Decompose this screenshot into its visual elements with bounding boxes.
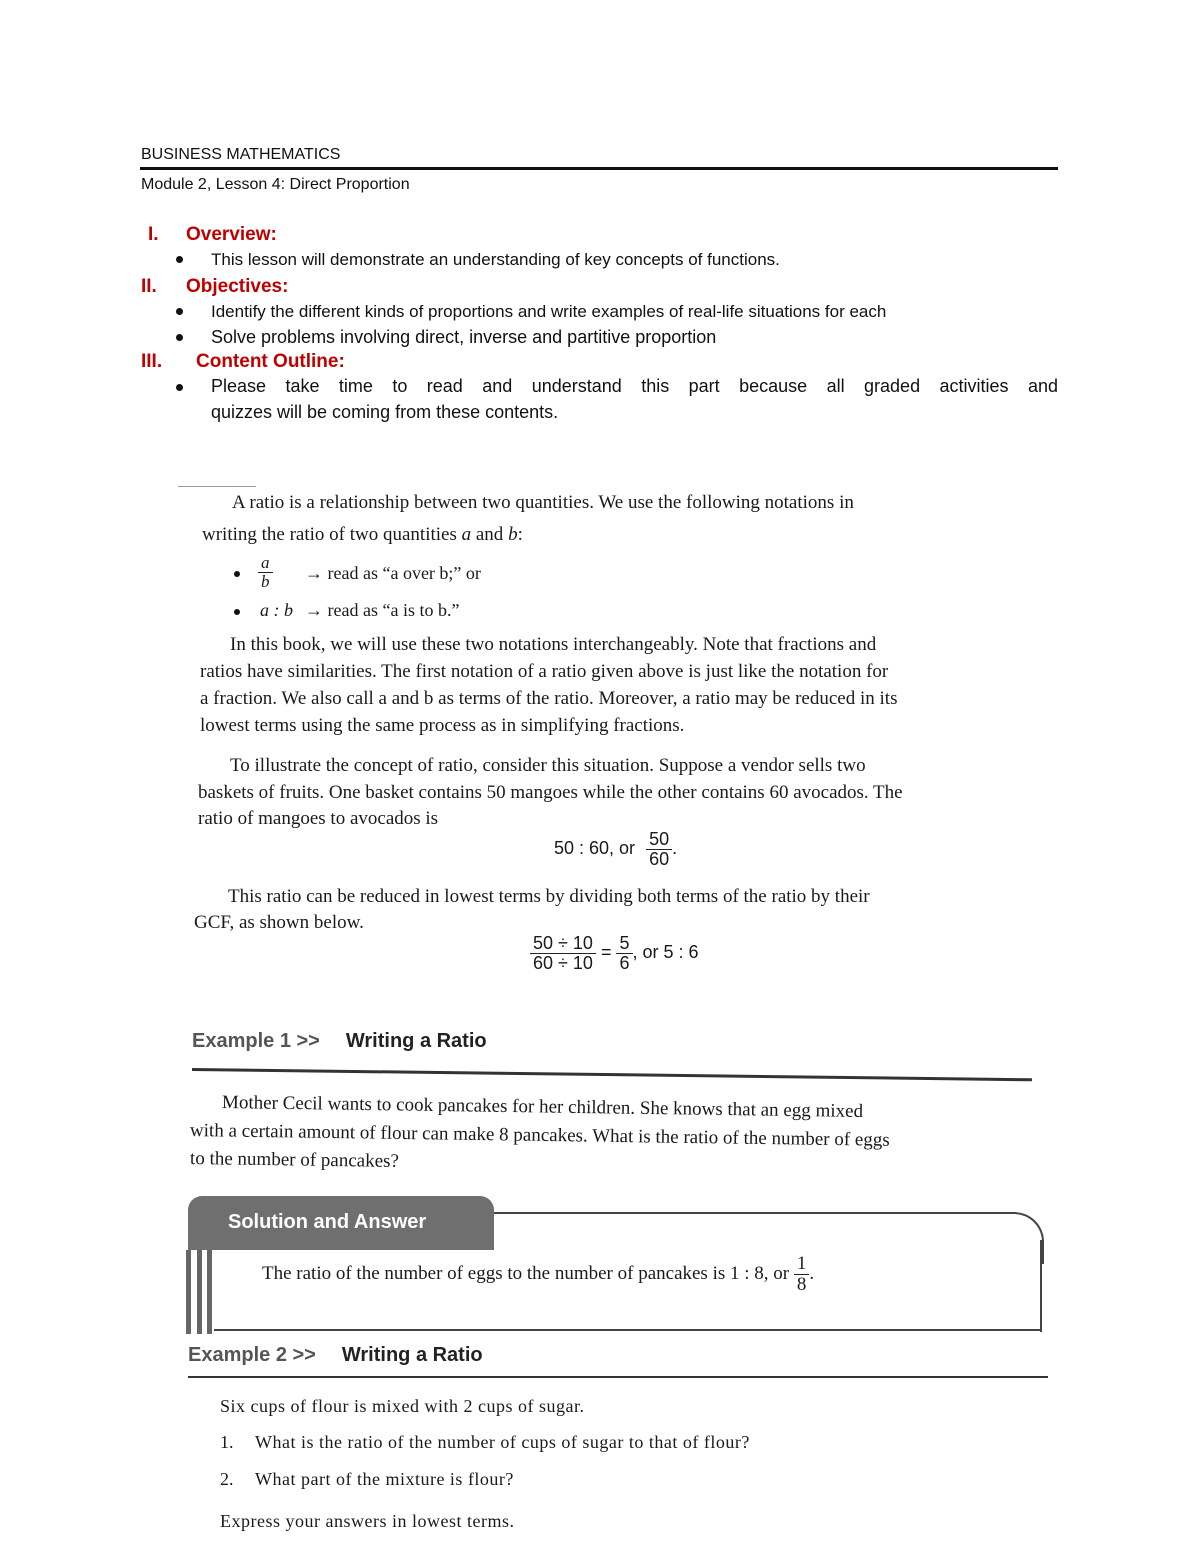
para1-line2: ratios have similarities. The first notation of a ratio given above is just like the notation for <box>200 661 889 682</box>
solution-bar-inner <box>207 1250 212 1334</box>
content-bullet: Please take time to read and understand this part because all graded activities and <box>211 376 1058 396</box>
para3-line2: GCF, as shown below. <box>194 912 364 933</box>
para1-line3: a fraction. We also call a and b as terms of the ratio. Moreover, a ratio may be reduced in its <box>200 688 898 709</box>
example1-heading <box>192 1030 487 1053</box>
example2-label: Example 2 >> <box>188 1344 316 1366</box>
solution-tab-label: Solution and Answer <box>228 1211 427 1233</box>
example2-question2: What part of the mixture is flour? <box>255 1469 514 1489</box>
example2-question1: What is the ratio of the number of cups of sugar to that of flour? <box>255 1432 750 1452</box>
notation1-text: → read as “a over b;” or <box>305 563 481 583</box>
section-number: II. <box>141 276 157 297</box>
course-title: BUSINESS MATHEMATICS <box>141 146 341 163</box>
example1-line3: to the number of pancakes? <box>189 1148 400 1172</box>
header-rule <box>140 167 1058 170</box>
fraction-5-6: $\frac{5}{6}$ <box>616 934 632 973</box>
bullet-icon <box>176 334 183 341</box>
objective-bullet: Solve problems involving direct, inverse and partitive proportion <box>211 327 717 347</box>
bullet-icon <box>234 609 240 615</box>
example2-rule <box>188 1376 1048 1378</box>
section-number: III. <box>141 351 163 372</box>
overview-bullet: This lesson will demonstrate an understanding of key concepts of functions. <box>211 250 780 269</box>
example2-outro: Express your answers in lowest terms. <box>220 1511 515 1531</box>
bullet-icon <box>234 571 240 577</box>
bullet-icon <box>176 384 183 391</box>
example2-item-number: 2. <box>220 1469 234 1489</box>
fraction-50-60: $\frac{50}{60}$ <box>646 830 672 869</box>
solution-box-top-border <box>494 1212 1014 1214</box>
solution-box-bottom-border <box>214 1329 1042 1331</box>
module-title: Module 2, Lesson 4: Direct Proportion <box>141 176 410 193</box>
objective-bullet: Identify the different kinds of proportions and write examples of real-life situations for each <box>211 302 887 321</box>
fraction-a-over-b: $\frac{a}{b}$ <box>258 554 273 591</box>
example1-title: Writing a Ratio <box>345 1030 487 1052</box>
fraction-1-8: $\frac{1}{8}$ <box>794 1254 810 1295</box>
para2-line1: To illustrate the concept of ratio, consider this situation. Suppose a vendor sells two <box>230 755 866 776</box>
bullet-icon <box>176 308 183 315</box>
section-title-overview: Overview: <box>186 224 277 245</box>
notation-colon: a : b <box>260 600 293 620</box>
bullet-icon <box>176 256 183 263</box>
scan-mark <box>178 486 256 487</box>
para1-line4: lowest terms using the same process as in simplifying fractions. <box>200 715 685 736</box>
example2-item-number: 1. <box>220 1432 234 1452</box>
example1-label: Example 1 >> <box>192 1030 320 1052</box>
example2-intro: Six cups of flour is mixed with 2 cups of sugar. <box>220 1396 585 1416</box>
equation-ratio: 50 : 60, or $\frac{50}{60}$ . <box>554 829 678 869</box>
section-title-content-outline: Content Outline: <box>196 351 345 372</box>
para2-line2: baskets of fruits. One basket contains 50 mangoes while the other contains 60 avocados. The <box>198 782 903 803</box>
solution-box-right-border <box>1040 1240 1042 1332</box>
solution-answer: The ratio of the number of eggs to the number of pancakes is 1 : 8, or $\frac{1}{8}$ . <box>262 1253 815 1295</box>
notation-fraction <box>258 554 273 591</box>
content-bullet-continued: quizzes will be coming from these contents. <box>211 402 559 422</box>
equation-reduce: $\frac{50 \div 10}{60 \div 10}$ = $\frac{5}{6}$ , or 5 : 6 <box>530 934 699 973</box>
para3-line1: This ratio can be reduced in lowest terms by dividing both terms of the ratio by their <box>228 886 870 907</box>
para1-line1: In this book, we will use these two notations interchangeably. Note that fractions and <box>230 634 877 655</box>
example1-rule <box>192 1068 1032 1081</box>
solution-bar-middle <box>197 1250 202 1334</box>
solution-tab <box>188 1196 494 1250</box>
book-intro-line2: writing the ratio of two quantities a and b: <box>202 524 523 545</box>
example2-title: Writing a Ratio <box>341 1344 483 1366</box>
section-number: I. <box>148 224 159 245</box>
example1-line1: Mother Cecil wants to cook pancakes for her children. She knows that an egg mixed <box>221 1092 864 1122</box>
section-title-objectives: Objectives: <box>186 276 289 297</box>
fraction-divide-gcf: $\frac{50 \div 10}{60 \div 10}$ <box>530 934 596 973</box>
solution-bar-outer <box>186 1250 191 1334</box>
example1-line2: with a certain amount of flour can make 8 pancakes. What is the ratio of the number of eggs <box>189 1120 890 1151</box>
book-intro-line1: A ratio is a relationship between two quantities. We use the following notations in <box>232 492 854 513</box>
example2-heading <box>188 1344 483 1367</box>
para2-line3: ratio of mangoes to avocados is <box>198 808 439 829</box>
notation2-text: → read as “a is to b.” <box>305 600 460 620</box>
